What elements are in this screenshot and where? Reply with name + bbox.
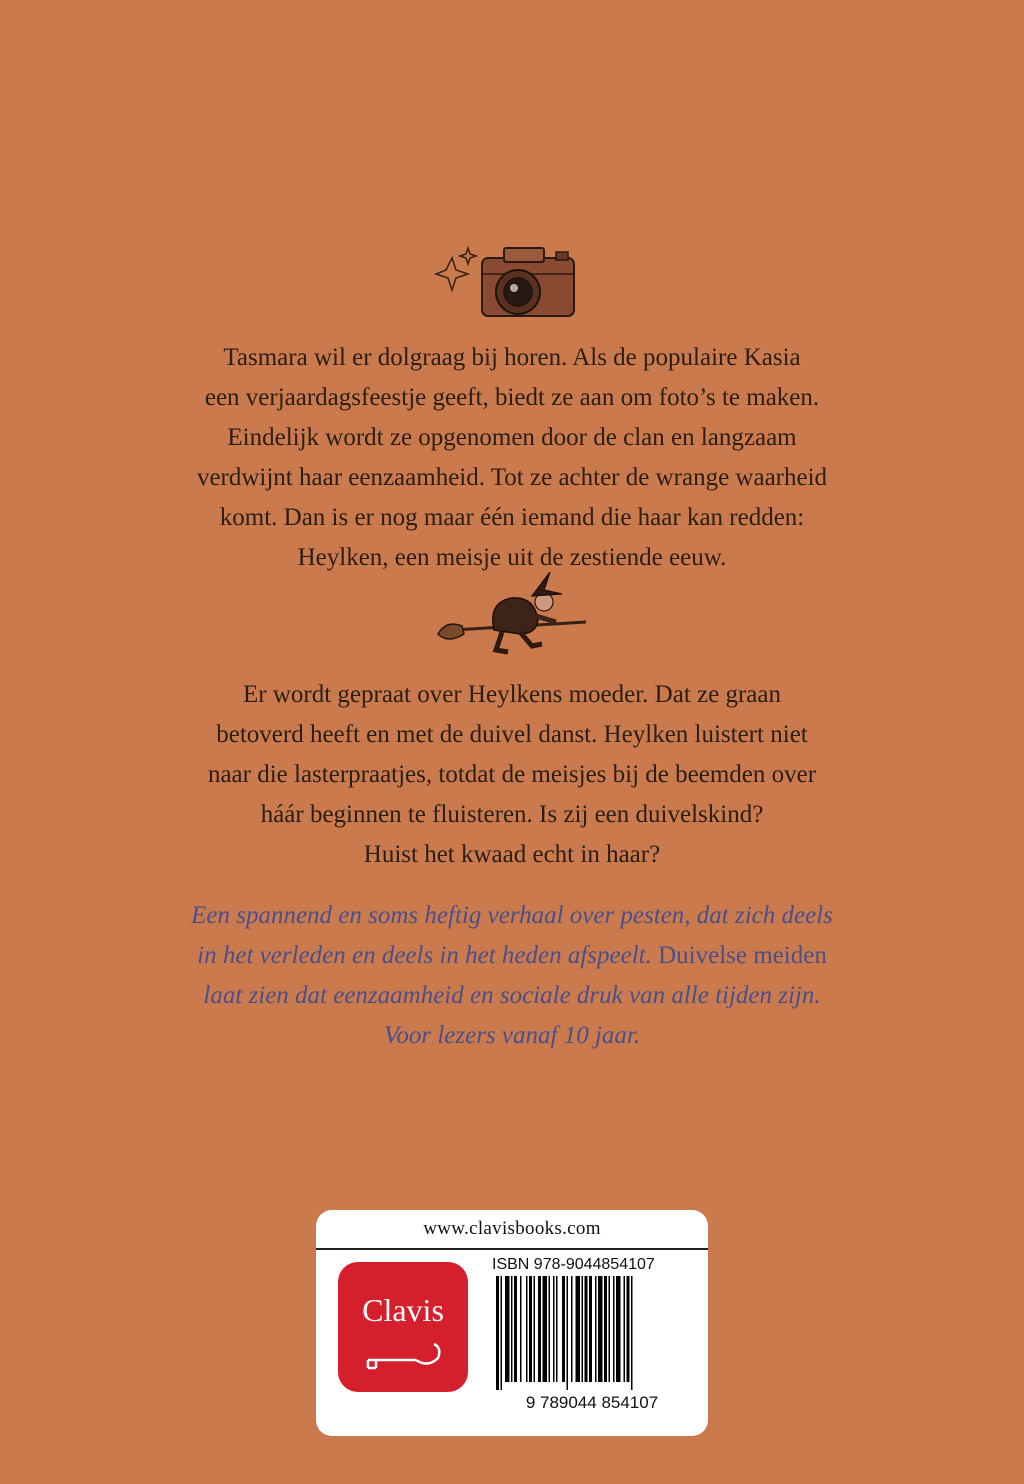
blurb-line: Tasmara wil er dolgraag bij horen. Als de populaire Kasia	[223, 344, 801, 371]
summary-line: Een spannend en soms heftig verhaal over pesten, dat zich deels	[191, 902, 833, 929]
website-url: www.clavisbooks.com	[423, 1218, 601, 1239]
barcode-bar	[543, 1276, 548, 1382]
barcode-bar	[571, 1276, 573, 1382]
blurb-line: komt. Dan is er nog maar één iemand die haar kan redden:	[219, 504, 805, 531]
barcode-bar	[538, 1276, 541, 1382]
barcode-bar	[589, 1276, 592, 1382]
summary-line: laat zien dat eenzaamheid en sociale druk van alle tijden zijn.	[203, 982, 821, 1009]
blurb-line: háár beginnen te fluisteren. Is zij een duivelskind?	[260, 801, 764, 828]
blurb-line: naar die lasterpraatjes, totdat de meisjes bij de beemden over	[207, 761, 817, 788]
barcode-bar	[526, 1276, 528, 1382]
summary-text: in het verleden en deels in het heden afspeelt.	[197, 942, 652, 969]
isbn-label: ISBN 978-9044854107	[492, 1256, 655, 1273]
barcode-bar	[582, 1276, 584, 1382]
summary-line: Voor lezers vanaf 10 jaar.	[383, 1022, 641, 1049]
barcode-bar	[496, 1276, 499, 1390]
barcode-number: 9 789044 854107	[525, 1393, 659, 1412]
barcode	[492, 1276, 692, 1412]
barcode-bar	[553, 1276, 555, 1382]
summary-paragraph	[120, 896, 904, 1056]
barcode-bar	[604, 1276, 607, 1382]
blurb-line: een verjaardagsfeestje geeft, biedt ze aan om foto’s te maken.	[204, 384, 820, 411]
blurb-line: Er wordt gepraat over Heylkens moeder. Dat ze graan	[243, 681, 781, 708]
witch-on-broom-illustration	[436, 572, 594, 660]
barcode-bar	[520, 1276, 522, 1382]
barcode-bar	[505, 1276, 510, 1382]
barcode-bar	[585, 1276, 588, 1382]
barcode-card	[316, 1210, 708, 1436]
barcode-bar	[556, 1276, 558, 1382]
blurb-line: verdwijnt haar eenzaamheid. Tot ze achter de wrange waarheid	[196, 464, 828, 491]
barcode-bar	[529, 1276, 532, 1382]
blurb-paragraph-1	[120, 338, 904, 578]
barcode-bar	[576, 1276, 581, 1382]
barcode-bar	[534, 1276, 536, 1382]
barcode-bar	[567, 1276, 569, 1390]
blurb-line: Eindelijk wordt ze opgenomen door de clan en langzaam	[227, 424, 797, 451]
blurb-line: Huist het kwaad echt in haar?	[363, 841, 661, 868]
barcode-bar	[595, 1276, 597, 1382]
blurb-line: betoverd heeft en met de duivel danst. Heylken luistert niet	[216, 721, 808, 748]
barcode-bar	[627, 1276, 630, 1382]
publisher-name: Clavis	[362, 1292, 444, 1328]
divider	[316, 1248, 708, 1250]
barcode-bar	[511, 1276, 513, 1382]
barcode-bar	[609, 1276, 611, 1382]
book-title: Duivelse meiden	[658, 942, 827, 969]
camera-illustration	[432, 240, 588, 326]
barcode-bar	[501, 1276, 503, 1390]
barcode-bar	[514, 1276, 517, 1382]
blurb-paragraph-2	[120, 675, 904, 875]
barcode-bar	[549, 1276, 551, 1382]
barcode-bar	[616, 1276, 621, 1382]
key-icon	[366, 1340, 446, 1370]
barcode-bar	[624, 1276, 626, 1382]
barcode-bar	[598, 1276, 603, 1382]
barcode-bar	[613, 1276, 615, 1382]
summary-line	[120, 936, 904, 976]
clavis-logo	[338, 1262, 468, 1392]
barcode-bar	[631, 1276, 633, 1390]
blurb-line: Heylken, een meisje uit de zestiende eeuw.	[297, 544, 727, 571]
barcode-bar	[562, 1276, 565, 1382]
